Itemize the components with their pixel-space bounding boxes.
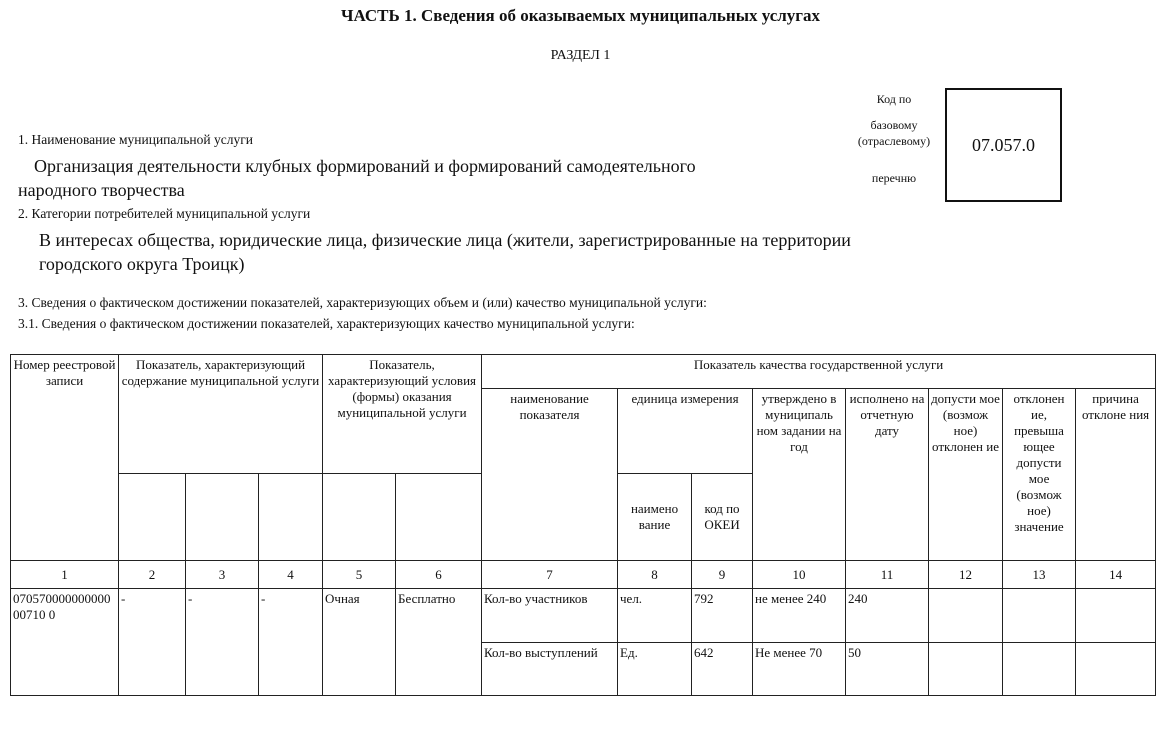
exceeding-deviation-value bbox=[1003, 643, 1076, 696]
consumers-line1: В интересах общества, юридические лица, физические лица (жители, зарегистрированные на территории bbox=[39, 230, 851, 250]
item-3: 3. Сведения о фактическом достижении показателей, характеризующих объем и (или) качество муниципальной услуги: bbox=[18, 295, 707, 310]
quality-table bbox=[10, 354, 1156, 696]
col-number: 3 bbox=[186, 561, 259, 589]
service-name-line1: Организация деятельности клубных формирований и формирований самодеятельного bbox=[34, 156, 696, 176]
header-unit-name: наимено вание bbox=[618, 474, 692, 561]
code-box: 07.057.0 bbox=[945, 88, 1062, 202]
header-registry: Номер реестровой записи bbox=[11, 355, 119, 561]
code-label-4: перечню bbox=[871, 171, 917, 185]
table-row bbox=[11, 589, 1156, 643]
header-conditions: Показатель, характеризующий условия (формы) оказания муниципальной услуги bbox=[323, 355, 482, 474]
col-number: 12 bbox=[929, 561, 1003, 589]
header-exceeding-deviation: отклонен ие, превыша ющее допусти мое (возмож ное) значение bbox=[1003, 389, 1076, 561]
header-blank-2 bbox=[119, 474, 186, 561]
col-number: 9 bbox=[692, 561, 753, 589]
indicator-name: Кол-во выступлений bbox=[482, 643, 618, 696]
header-unit-code: код по ОКЕИ bbox=[692, 474, 753, 561]
unit-code: 642 bbox=[692, 643, 753, 696]
col-number: 14 bbox=[1076, 561, 1156, 589]
registry-number: 07057000000000000710 0 bbox=[11, 589, 119, 696]
unit-name: чел. bbox=[618, 589, 692, 643]
reason-value bbox=[1076, 643, 1156, 696]
unit-code: 792 bbox=[692, 589, 753, 643]
header-approved: утверждено в муниципаль ном задании на год bbox=[753, 389, 846, 561]
header-blank-5 bbox=[323, 474, 396, 561]
code-label-2: базовому bbox=[870, 118, 918, 132]
payment-value: Бесплатно bbox=[396, 589, 482, 696]
header-blank-4 bbox=[259, 474, 323, 561]
header-content: Показатель, характеризующий содержание муниципальной услуги bbox=[119, 355, 323, 474]
executed-value: 50 bbox=[846, 643, 929, 696]
section-title: РАЗДЕЛ 1 bbox=[550, 48, 611, 63]
col-number: 10 bbox=[753, 561, 846, 589]
col-number: 8 bbox=[618, 561, 692, 589]
col-number: 2 bbox=[119, 561, 186, 589]
consumers-label: 2. Категории потребителей муниципальной услуги bbox=[18, 206, 311, 221]
col-number: 1 bbox=[11, 561, 119, 589]
content-value-1: - bbox=[119, 589, 186, 696]
col-number: 6 bbox=[396, 561, 482, 589]
col-number: 7 bbox=[482, 561, 618, 589]
col-number: 11 bbox=[846, 561, 929, 589]
header-executed: исполнено на отчетную дату bbox=[846, 389, 929, 561]
service-name-label: 1. Наименование муниципальной услуги bbox=[18, 132, 253, 147]
content-value-3: - bbox=[259, 589, 323, 696]
code-label-3: (отраслевому) bbox=[857, 134, 931, 148]
header-quality: Показатель качества государственной услуги bbox=[482, 355, 1156, 389]
exceeding-deviation-value bbox=[1003, 589, 1076, 643]
approved-value: не менее 240 bbox=[753, 589, 846, 643]
header-reason: причина отклоне ния bbox=[1076, 389, 1156, 561]
item-3-1: 3.1. Сведения о фактическом достижении показателей, характеризующих качество муниципальной услуги: bbox=[18, 316, 635, 331]
unit-name: Ед. bbox=[618, 643, 692, 696]
executed-value: 240 bbox=[846, 589, 929, 643]
approved-value: Не менее 70 bbox=[753, 643, 846, 696]
content-value-2: - bbox=[186, 589, 259, 696]
form-value: Очная bbox=[323, 589, 396, 696]
part-title: ЧАСТЬ 1. Сведения об оказываемых муниципальных услугах bbox=[340, 6, 821, 25]
header-unit: единица измерения bbox=[618, 389, 753, 474]
code-label-1: Код по bbox=[876, 92, 912, 106]
col-number: 13 bbox=[1003, 561, 1076, 589]
reason-value bbox=[1076, 589, 1156, 643]
indicator-name: Кол-во участников bbox=[482, 589, 618, 643]
consumers-line2: городского округа Троицк) bbox=[39, 254, 245, 274]
header-indicator-name: наименование показателя bbox=[482, 389, 618, 561]
header-blank-3 bbox=[186, 474, 259, 561]
allowed-deviation-value bbox=[929, 643, 1003, 696]
col-number: 5 bbox=[323, 561, 396, 589]
allowed-deviation-value bbox=[929, 589, 1003, 643]
col-number: 4 bbox=[259, 561, 323, 589]
header-allowed-deviation: допусти мое (возмож ное) отклонен ие bbox=[929, 389, 1003, 561]
header-blank-6 bbox=[396, 474, 482, 561]
service-name-line2: народного творчества bbox=[18, 180, 185, 200]
